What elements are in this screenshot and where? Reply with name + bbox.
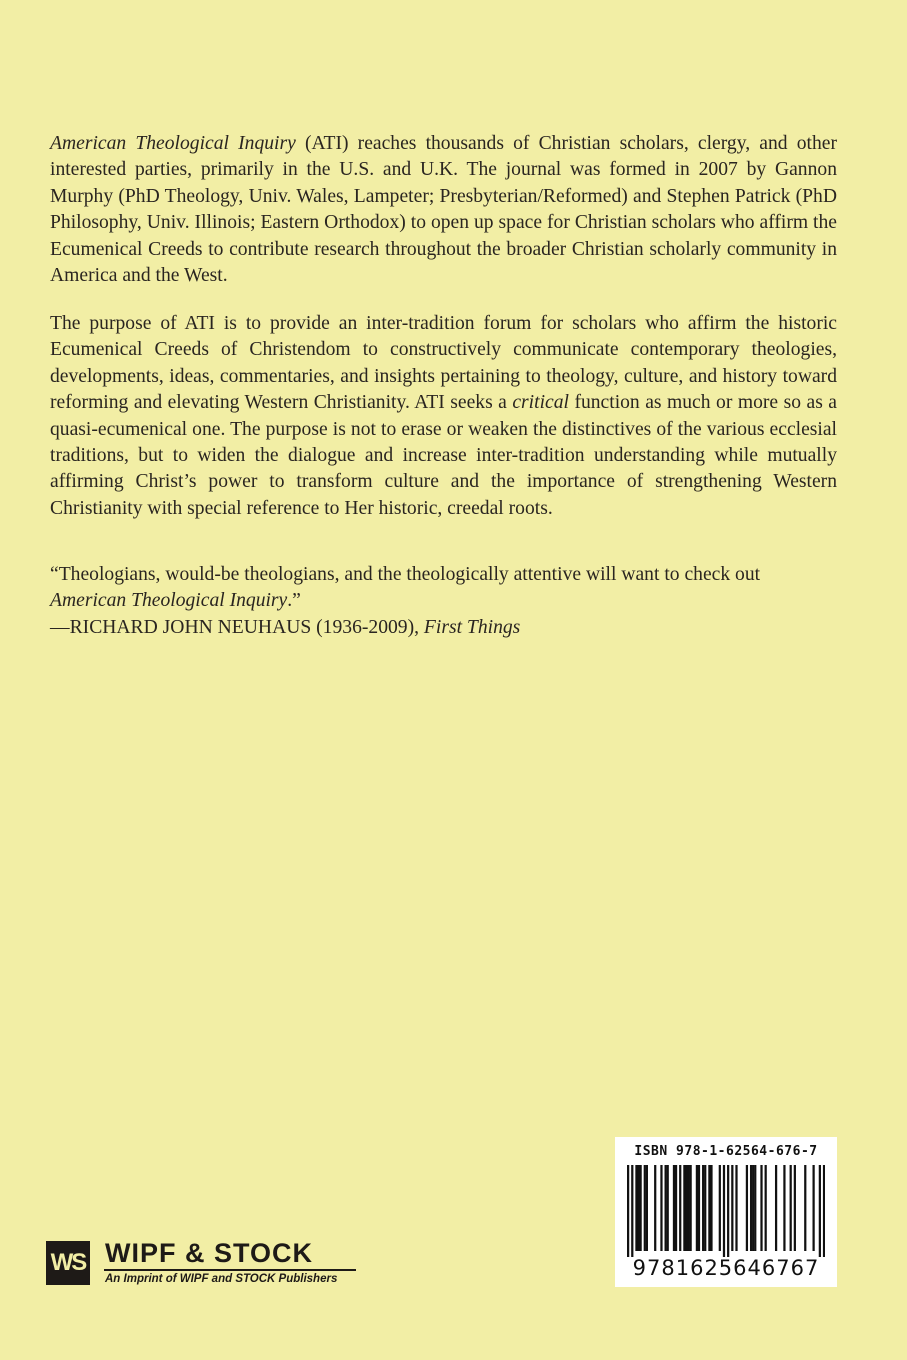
paragraph-1-body: (ATI) reaches thousands of Christian scholars, clergy, and other interested parties, primarily in the U.S. and U.K. The journal was formed in 2007 by Gannon Murphy (PhD Theology, Univ. Wales, Lampeter; Presbyterian/Reformed) and Stephen Patrick (PhD Philosophy, Univ. Illinois; Eastern Orthodox) to open up space for Christian scholars who affirm the Ecumenical Creeds to contribute research throughout the broader Christian scholarly community in America and the West.	[50, 133, 837, 287]
barcode-bar	[644, 1165, 646, 1251]
barcode-bar	[727, 1165, 729, 1257]
barcode-bar	[679, 1165, 681, 1251]
barcode-bar	[731, 1165, 733, 1251]
description-paragraph-1	[50, 131, 837, 289]
barcode-bar	[683, 1165, 685, 1251]
quote-line-2	[50, 588, 837, 614]
quote-closing: .”	[287, 590, 301, 612]
barcode-bar	[696, 1165, 698, 1251]
attribution-source: First Things	[423, 616, 521, 638]
barcode-bar	[750, 1165, 752, 1251]
barcode-bar	[667, 1165, 669, 1251]
description-paragraph-2-text	[50, 311, 837, 522]
barcode-bar	[698, 1165, 700, 1251]
isbn-barcode	[615, 1137, 837, 1287]
attribution-name: —RICHARD JOHN NEUHAUS (1936-2009),	[50, 616, 424, 638]
barcode-bar	[794, 1165, 796, 1251]
barcode-bar	[660, 1165, 662, 1251]
barcode-bar	[765, 1165, 767, 1251]
barcode-bar	[637, 1165, 639, 1251]
publisher-tagline: An Imprint of WIPF and STOCK Publishers	[105, 1273, 338, 1285]
barcode-bar	[640, 1165, 642, 1251]
barcode-bar	[746, 1165, 748, 1251]
barcode-digits: 9781625646767	[632, 1256, 820, 1280]
barcode-bar	[783, 1165, 785, 1251]
barcode-bar	[690, 1165, 692, 1251]
barcode-bar	[631, 1165, 633, 1257]
barcode-bar	[754, 1165, 756, 1251]
barcode-bar	[823, 1165, 825, 1257]
barcode-icon	[627, 1165, 825, 1257]
barcode-bar	[687, 1165, 689, 1251]
barcode-bar	[654, 1165, 656, 1251]
endorsement-quote	[50, 562, 837, 641]
barcode-bar	[635, 1165, 637, 1251]
barcode-bar	[819, 1165, 821, 1257]
paragraph-2-emphasis: critical	[512, 392, 569, 414]
ws-logo-icon: WS	[46, 1241, 90, 1285]
barcode-bar	[673, 1165, 675, 1251]
barcode-bar	[710, 1165, 712, 1251]
barcode-bar	[675, 1165, 677, 1251]
quote-journal-title: American Theological Inquiry	[50, 590, 288, 612]
barcode-bar	[719, 1165, 721, 1251]
quote-attribution	[50, 615, 837, 641]
barcode-bar	[760, 1165, 762, 1251]
barcode-bar	[735, 1165, 737, 1251]
barcode-bar	[627, 1165, 629, 1257]
barcode-bar	[665, 1165, 667, 1251]
journal-title: American Theological Inquiry	[50, 133, 296, 154]
barcode-bar	[702, 1165, 704, 1251]
isbn-label: ISBN 978-1-62564-676-7	[634, 1144, 818, 1159]
barcode-bar	[704, 1165, 706, 1251]
barcode-bar	[685, 1165, 687, 1251]
paragraph-2-body-end: function as much or more so as a quasi-ecumenical one. The purpose is not to erase or weaken the distinctives of the various ecclesial traditions, but to widen the dialogue and increase inter-tradition understanding while mutually affirming Christ’s power to transform culture and the importance of strengthening Western Christianity with special reference to Her historic, creedal roots.	[50, 392, 837, 519]
barcode-bar	[708, 1165, 710, 1251]
paragraph-2-body-start: The purpose of ATI is to provide an inter-tradition forum for scholars who affirm the historic Ecumenical Creeds of Christendom to constructively communicate contemporary theologies, developments, ideas, commentaries, and insights pertaining to theology, culture, and history toward reforming and elevating Western Christianity. ATI seeks a	[50, 313, 837, 414]
barcode-bar	[790, 1165, 792, 1251]
barcode-bar	[812, 1165, 814, 1251]
description-paragraph-2	[50, 311, 837, 522]
publisher-name: WIPF & STOCK	[105, 1238, 314, 1268]
quote-line-1: “Theologians, would-be theologians, and the theologically attentive will want to check out	[50, 564, 761, 585]
barcode-bar	[804, 1165, 806, 1251]
barcode-bar	[723, 1165, 725, 1257]
barcode-bar	[752, 1165, 754, 1251]
publisher-logo	[46, 1238, 366, 1288]
barcode-bar	[775, 1165, 777, 1251]
barcode-bar	[646, 1165, 648, 1251]
description-paragraph-1-text	[50, 131, 837, 289]
